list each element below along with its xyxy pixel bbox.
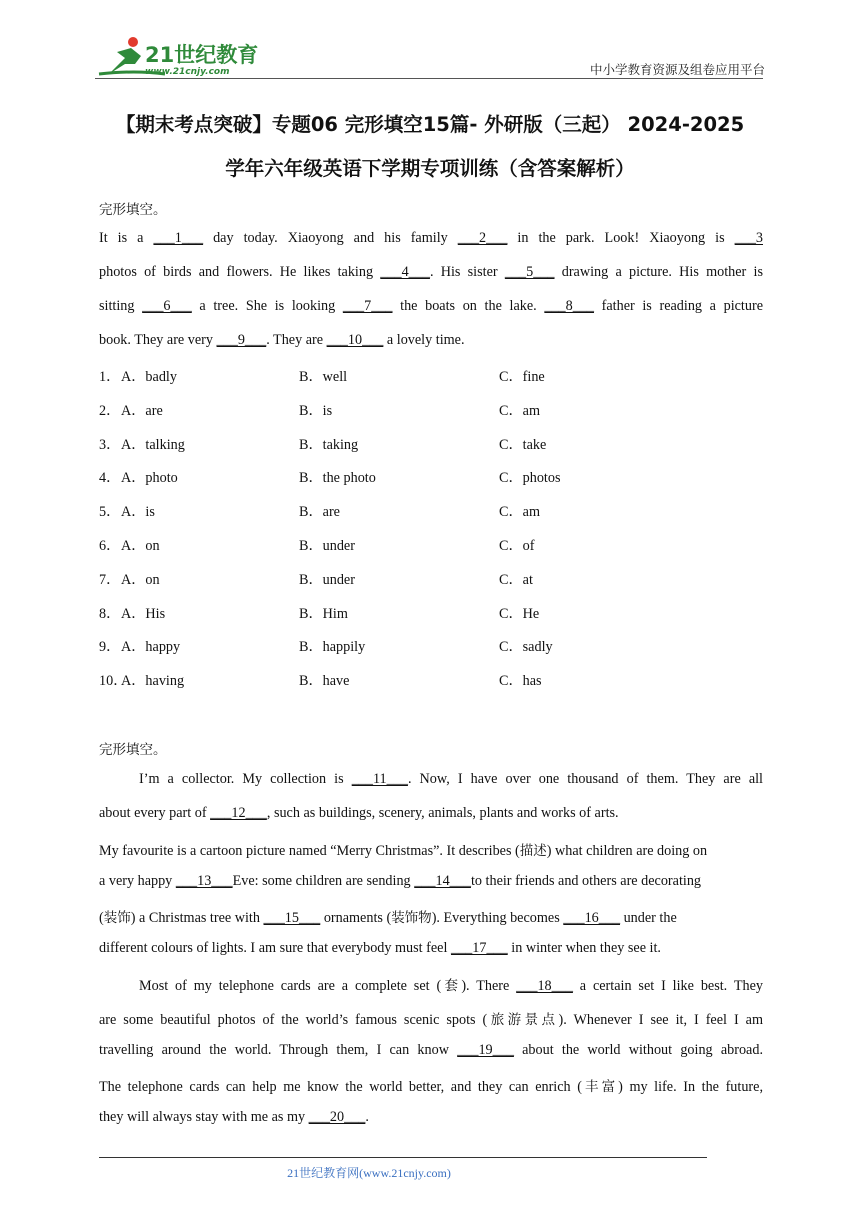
passage-text: Most of my telephone cards are a complete set (: [139, 978, 442, 994]
passage-text: ) what children are doing on: [546, 843, 708, 859]
option-c: C．at: [499, 571, 533, 588]
option-a: A．His: [121, 605, 166, 622]
section-2-passage-line: [99, 1075, 763, 1096]
chinese-gloss: 描述: [519, 843, 547, 859]
question-number: 1．: [99, 369, 121, 385]
option-b: B．under: [299, 538, 355, 554]
passage-text: My favourite is a cartoon picture named “Merry Christmas”. It describes (: [99, 843, 520, 859]
answer-blank: ___16___: [563, 910, 621, 926]
answer-blank: ___6___: [142, 298, 192, 314]
answer-blank: ___9___: [216, 332, 267, 348]
passage-text: in the park. Look! Xiaoyong is: [507, 230, 735, 246]
option-c: C．am: [499, 402, 540, 419]
answer-blank: ___19___: [457, 1042, 514, 1058]
section-2-passage-line: [99, 873, 763, 890]
answer-blank: ___13___: [175, 873, 233, 889]
answer-blank: ___10___: [326, 332, 384, 348]
section-2-passage-line: [99, 906, 763, 927]
question-row: [99, 569, 763, 589]
chinese-gloss: 装饰: [103, 910, 131, 926]
question-row: [99, 467, 763, 487]
passage-text: are some beautiful photos of the world’s famous scenic spots (: [99, 1012, 488, 1028]
section-2-passage-line: [99, 771, 763, 788]
passage-text: . They are: [266, 332, 327, 348]
passage-text: drawing a picture. His mother is: [554, 264, 763, 280]
passage-text: . His sister: [429, 264, 505, 280]
question-row: [99, 636, 763, 656]
passage-text: ). Whenever I see it, I feel I am: [558, 1012, 763, 1028]
option-a: A．on: [121, 571, 160, 588]
logo-url: www.21cnjy.com: [145, 67, 230, 77]
document-title-line-1: 【期末考点突破】专题06 完形填空15篇- 外研版（三起） 2024-2025: [115, 113, 745, 136]
question-number: 5．: [99, 504, 121, 521]
logo: [95, 34, 265, 78]
option-a: A．is: [121, 504, 155, 521]
question-number: 9．: [99, 639, 121, 656]
chinese-gloss: 套: [441, 978, 462, 994]
passage-text: sitting: [99, 298, 143, 314]
passage-text: It is a: [99, 230, 154, 246]
passage-text: about the world without going abroad.: [513, 1042, 763, 1058]
chinese-gloss: 旅游景点: [487, 1012, 559, 1028]
option-a: A．happy: [121, 639, 181, 656]
option-b: B．happily: [299, 639, 366, 656]
option-b: B．taking: [299, 436, 359, 453]
passage-text: , such as buildings, scenery, animals, plants and works of arts.: [266, 805, 619, 821]
section-2-passage-line: [99, 1042, 763, 1059]
answer-blank: ___14___: [414, 873, 471, 889]
answer-blank: ___4___: [380, 264, 430, 280]
passage-text: day today. Xiaoyong and his family: [203, 230, 458, 246]
passage-text: ornaments (: [320, 910, 392, 926]
passage-text: about every part of: [99, 805, 211, 821]
answer-blank: ___15___: [263, 910, 321, 926]
section-1-heading: 完形填空。: [99, 202, 167, 218]
option-c: C．sadly: [499, 639, 553, 656]
option-c: C．photos: [499, 470, 561, 487]
passage-text: a lovely time.: [383, 332, 465, 348]
section-1-passage-line: [99, 332, 763, 349]
passage-text: different colours of lights. I am sure that everybody must feel: [99, 940, 451, 956]
passage-text: photos of birds and flowers. He likes taking: [99, 264, 381, 280]
passage-text: father is reading a picture: [594, 298, 763, 314]
option-a: A．badly: [121, 369, 177, 385]
option-c: C．take: [499, 436, 547, 453]
section-2-passage-line: [99, 1109, 763, 1126]
question-row: [99, 501, 763, 521]
passage-text: the boats on the lake.: [392, 298, 545, 314]
answer-blank: ___5___: [504, 264, 555, 280]
answer-blank: ___3: [734, 230, 763, 246]
answer-blank: ___8___: [544, 298, 594, 314]
passage-text: travelling around the world. Through them, I can know: [99, 1042, 458, 1058]
answer-blank: ___17___: [450, 940, 508, 956]
option-a: A．on: [121, 538, 160, 554]
option-a: A．photo: [121, 470, 178, 487]
answer-blank: ___2___: [457, 230, 508, 246]
option-a: A．are: [121, 402, 163, 419]
passage-text: in winter when they see it.: [507, 940, 661, 956]
option-a: A．having: [121, 673, 185, 690]
passage-text: they will always stay with me as my: [99, 1109, 309, 1125]
footer-text: 21世纪教育网(www.21cnjy.com): [287, 1166, 451, 1180]
option-c: C．of: [499, 538, 535, 554]
answer-blank: ___11___: [351, 771, 408, 787]
option-b: B．have: [299, 673, 350, 690]
answer-blank: ___7___: [342, 298, 393, 314]
question-row: [99, 603, 763, 623]
option-b: B．well: [299, 369, 348, 385]
passage-text: a tree. She is looking: [191, 298, 343, 314]
answer-blank: ___18___: [516, 978, 573, 994]
question-number: 8．: [99, 605, 121, 622]
section-1-passage-line: [99, 230, 763, 247]
passage-text: to their friends and others are decorating: [470, 873, 702, 889]
option-b: B．the photo: [299, 470, 376, 487]
option-b: B．are: [299, 504, 340, 521]
option-b: B．Him: [299, 605, 348, 622]
question-row: [99, 670, 763, 690]
question-row: [99, 400, 763, 420]
question-row: [99, 535, 763, 555]
passage-text: . Now, I have over one thousand of them. They are all: [407, 771, 763, 787]
site-name: 中小学教育资源及组卷应用平台: [589, 62, 765, 77]
passage-text: (: [99, 910, 104, 926]
footer-divider: [99, 1157, 707, 1158]
question-number: 4．: [99, 470, 121, 487]
question-row: [99, 434, 763, 454]
section-2-passage-line: [99, 1008, 763, 1029]
passage-text: I’m a collector. My collection is: [139, 771, 352, 787]
document-title-line-2: 学年六年级英语下学期专项训练（含答案解析）: [225, 157, 635, 180]
passage-text: a very happy: [99, 873, 176, 889]
passage-text: ) my life. In the future,: [618, 1079, 763, 1095]
chinese-gloss: 装饰物: [391, 910, 432, 926]
section-2-heading: 完形填空。: [99, 742, 167, 758]
passage-text: ). There: [461, 978, 517, 994]
question-number: 10．: [99, 673, 128, 690]
question-number: 3．: [99, 436, 121, 453]
answer-blank: ___12___: [210, 805, 267, 821]
page-header: [95, 30, 765, 82]
header-divider: [95, 78, 763, 79]
chinese-gloss: 丰富: [581, 1079, 619, 1095]
passage-text: under the: [620, 910, 677, 926]
option-a: A．talking: [121, 436, 185, 453]
section-2-passage-line: [99, 974, 763, 995]
passage-text: ) a Christmas tree with: [130, 910, 264, 926]
passage-text: ). Everything becomes: [431, 910, 564, 926]
passage-text: .: [365, 1109, 369, 1125]
answer-blank: ___20___: [308, 1109, 366, 1125]
section-2-passage-line: [99, 805, 763, 822]
option-c: C．has: [499, 673, 542, 690]
question-number: 6．: [99, 538, 121, 554]
question-number: 2．: [99, 402, 121, 419]
logo-text: 21世纪教育: [145, 43, 259, 67]
section-2-passage-line: [99, 940, 763, 957]
option-c: C．He: [499, 605, 540, 622]
question-row: [99, 366, 763, 386]
option-c: C．am: [499, 504, 540, 521]
question-number: 7．: [99, 571, 121, 588]
passage-text: The telephone cards can help me know the world better, and they can enrich (: [99, 1079, 582, 1095]
passage-text: book. They are very: [99, 332, 217, 348]
answer-blank: ___1___: [153, 230, 204, 246]
section-2-passage-line: [99, 839, 763, 860]
option-b: B．is: [299, 402, 333, 419]
section-1-passage-line: [99, 264, 763, 281]
option-c: C．fine: [499, 369, 545, 385]
passage-text: Eve: some children are sending: [232, 873, 415, 889]
option-b: B．under: [299, 571, 355, 588]
section-1-passage-line: [99, 298, 763, 315]
passage-text: a certain set I like best. They: [572, 978, 763, 994]
